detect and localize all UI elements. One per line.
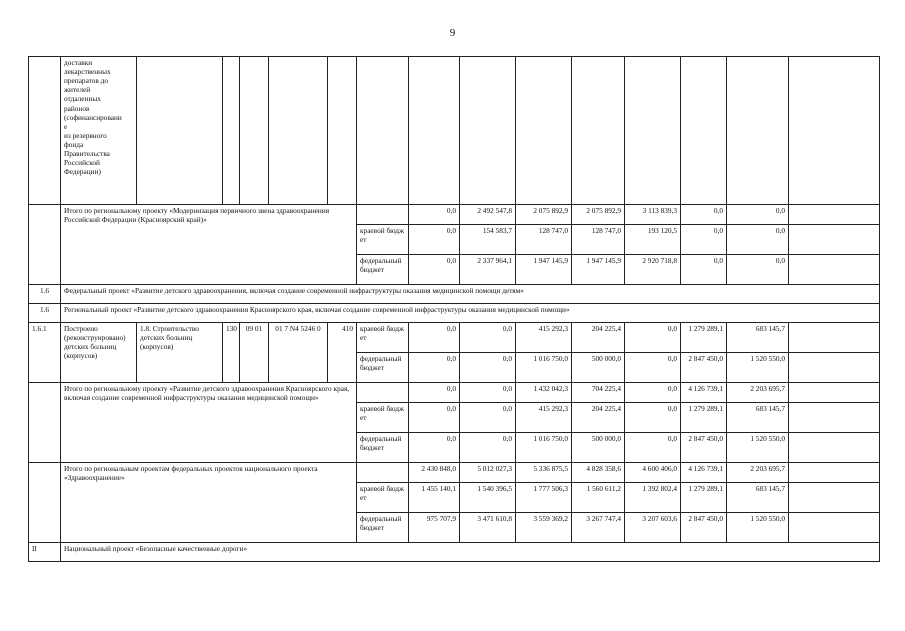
- cell-name: [61, 57, 137, 205]
- value-cell: 0,0: [460, 383, 516, 403]
- value-cell: 0,0: [625, 353, 681, 383]
- value-cell: 1 016 750,0: [516, 353, 572, 383]
- value-cell: 704 225,4: [572, 383, 625, 403]
- value-cell: 2 337 964,1: [460, 255, 516, 285]
- section-title: Федеральный проект «Развитие детского здравоохранения, включая создание современной инфраструктуры оказания медицинской помощи детям»: [61, 285, 880, 304]
- value-cell: 683 145,7: [727, 483, 789, 513]
- value-cell: 2 203 695,7: [727, 383, 789, 403]
- value-cell: 204 225,4: [572, 323, 625, 353]
- value-cell: 154 583,7: [460, 225, 516, 255]
- value-cell: 500 000,0: [572, 433, 625, 463]
- value-cell: 0,0: [409, 403, 460, 433]
- table-row: [29, 205, 880, 225]
- value-cell: 415 292,3: [516, 403, 572, 433]
- source-cell: федеральный бюджет: [357, 513, 409, 543]
- value-cell: 0,0: [460, 403, 516, 433]
- value-cell: 2 075 892,9: [572, 205, 625, 225]
- section-row: [29, 543, 880, 562]
- value-cell: 683 145,7: [727, 323, 789, 353]
- line: Российской: [64, 158, 100, 168]
- table-row: [29, 323, 880, 353]
- value-cell: 0,0: [409, 205, 460, 225]
- grbs-code: 130: [223, 323, 240, 383]
- line: районов: [64, 103, 90, 113]
- value-cell: 1 520 550,0: [727, 433, 789, 463]
- line: (софинансировани: [64, 112, 122, 122]
- section-number: 1.6: [29, 285, 61, 304]
- value-cell: 0,0: [409, 383, 460, 403]
- value-cell: 5 012 027,3: [460, 463, 516, 483]
- value-cell: 193 120,5: [625, 225, 681, 255]
- value-cell: 3 207 603,6: [625, 513, 681, 543]
- value-cell: 415 292,3: [516, 323, 572, 353]
- value-cell: 0,0: [460, 323, 516, 353]
- value-cell: 2 920 718,8: [625, 255, 681, 285]
- source-cell: [357, 205, 409, 225]
- value-cell: 2 203 695,7: [727, 463, 789, 483]
- line: доставки: [64, 58, 93, 67]
- section-row: [29, 285, 880, 304]
- table-row: [29, 383, 880, 403]
- value-cell: 3 559 369,2: [516, 513, 572, 543]
- value-cell: 683 145,7: [727, 403, 789, 433]
- item-event: 1.8. Строительство детских больниц (корпусов): [137, 323, 223, 383]
- value-cell: 0,0: [625, 323, 681, 353]
- value-cell: 1 520 550,0: [727, 353, 789, 383]
- value-cell: 1 279 289,1: [681, 483, 727, 513]
- value-cell: 3 113 839,3: [625, 205, 681, 225]
- value-cell: 1 777 506,3: [516, 483, 572, 513]
- section-title: Региональный проект «Развитие детского здравоохранения Красноярского края, включая создание современной инфраструктуры оказания медицинской помощи»: [61, 304, 880, 323]
- budget-table: [28, 56, 880, 562]
- table-row: [29, 463, 880, 483]
- itogo-title: Итого по региональному проекту «Модернизация первичного звена здравоохранения Российской Федерации (Красноярский край)»: [61, 205, 357, 285]
- source-cell: федеральный бюджет: [357, 433, 409, 463]
- value-cell: 0,0: [409, 225, 460, 255]
- value-cell: 3 471 610,8: [460, 513, 516, 543]
- rzpr-code: 09 01: [240, 323, 269, 383]
- item-number: 1.6.1: [29, 323, 61, 383]
- value-cell: 0,0: [625, 383, 681, 403]
- value-cell: 1 947 145,9: [572, 255, 625, 285]
- value-cell: 0,0: [409, 255, 460, 285]
- value-cell: 1 392 802,4: [625, 483, 681, 513]
- value-cell: 4 126 739,1: [681, 463, 727, 483]
- value-cell: 0,0: [409, 433, 460, 463]
- itogo-title: Итого по региональным проектам федеральных проектов национального проекта «Здравоохранение»: [61, 463, 357, 543]
- source-cell: краевой бюджет: [357, 403, 409, 433]
- value-cell: 0,0: [409, 323, 460, 353]
- source-cell: краевой бюджет: [357, 323, 409, 353]
- page-number: 9: [449, 27, 456, 39]
- value-cell: 4 828 358,6: [572, 463, 625, 483]
- source-cell: федеральный бюджет: [357, 255, 409, 285]
- value-cell: 0,0: [727, 255, 789, 285]
- source-cell: краевой бюджет: [357, 225, 409, 255]
- value-cell: 204 225,4: [572, 403, 625, 433]
- line: из резервного: [64, 130, 107, 140]
- value-cell: 1 279 289,1: [681, 323, 727, 353]
- value-cell: 2 075 892,9: [516, 205, 572, 225]
- value-cell: 1 560 611,2: [572, 483, 625, 513]
- line: е: [64, 121, 68, 131]
- value-cell: 0,0: [727, 205, 789, 225]
- source-cell: краевой бюджет: [357, 483, 409, 513]
- value-cell: 1 540 396,5: [460, 483, 516, 513]
- value-cell: 4 600 406,0: [625, 463, 681, 483]
- value-cell: 5 336 875,5: [516, 463, 572, 483]
- value-cell: 2 430 848,0: [409, 463, 460, 483]
- value-cell: 1 279 289,1: [681, 403, 727, 433]
- item-name: Построено (реконструировано) детских больниц (корпусов): [61, 323, 137, 383]
- value-cell: 3 267 747,4: [572, 513, 625, 543]
- value-cell: 500 000,0: [572, 353, 625, 383]
- value-cell: 4 126 739,1: [681, 383, 727, 403]
- value-cell: 0,0: [625, 403, 681, 433]
- csr-code: 01 7 N4 5246 0: [269, 323, 328, 383]
- line: отдаленных: [64, 94, 101, 104]
- value-cell: 2 847 450,0: [681, 433, 727, 463]
- value-cell: 0,0: [681, 255, 727, 285]
- value-cell: 975 707,9: [409, 513, 460, 543]
- itogo-title: Итого по региональному проекту «Развитие детского здравоохранения Красноярского края, включая создание современной инфраструктуры оказания медицинской помощи»: [61, 383, 357, 463]
- value-cell: 1 432 042,3: [516, 383, 572, 403]
- value-cell: 128 747,0: [572, 225, 625, 255]
- value-cell: 0,0: [681, 205, 727, 225]
- line: фонда: [64, 139, 84, 149]
- value-cell: 0,0: [460, 353, 516, 383]
- value-cell: 128 747,0: [516, 225, 572, 255]
- value-cell: 0,0: [625, 433, 681, 463]
- source-cell: [357, 463, 409, 483]
- value-cell: 0,0: [727, 225, 789, 255]
- section-number: 1.6: [29, 304, 61, 323]
- value-cell: 1 947 145,9: [516, 255, 572, 285]
- value-cell: 1 016 750,0: [516, 433, 572, 463]
- section-number: II: [29, 543, 61, 562]
- value-cell: 0,0: [681, 225, 727, 255]
- cell-num: [29, 57, 61, 205]
- value-cell: 2 847 450,0: [681, 353, 727, 383]
- section-title: Национальный проект «Безопасные качественные дороги»: [61, 543, 880, 562]
- line: препаратов до: [64, 76, 109, 86]
- line: лекарственных: [64, 67, 111, 77]
- value-cell: 0,0: [460, 433, 516, 463]
- line: Правительства: [64, 149, 110, 159]
- value-cell: 1 455 140,1: [409, 483, 460, 513]
- value-cell: 2 492 547,8: [460, 205, 516, 225]
- value-cell: 1 520 550,0: [727, 513, 789, 543]
- line: Федерации): [64, 167, 101, 177]
- continuation-row: [29, 57, 880, 205]
- section-row: [29, 304, 880, 323]
- source-cell: [357, 383, 409, 403]
- vr-code: 410: [328, 323, 357, 383]
- line: жителей: [64, 85, 91, 95]
- source-cell: федеральный бюджет: [357, 353, 409, 383]
- value-cell: 2 847 450,0: [681, 513, 727, 543]
- value-cell: 0,0: [409, 353, 460, 383]
